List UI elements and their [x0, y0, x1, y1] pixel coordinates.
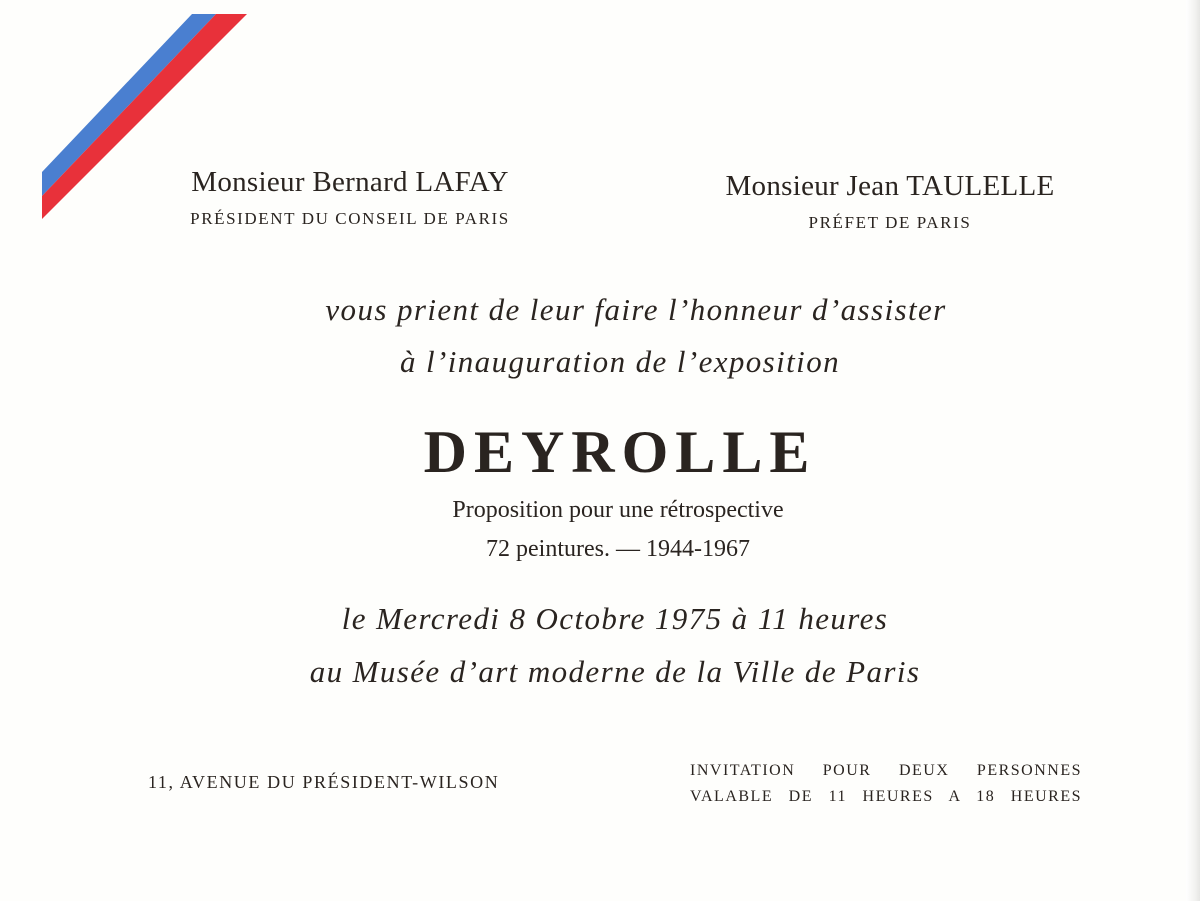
- exhibition-subtitle: Proposition pour une rétrospective: [452, 497, 784, 523]
- invitation-validity-line-1: INVITATION POUR DEUX PERSONNES: [690, 762, 1082, 779]
- host-left-title: PRÉSIDENT DU CONSEIL DE PARIS: [190, 209, 510, 228]
- exhibition-title: DEYROLLE: [423, 419, 817, 485]
- host-right-name: Monsieur Jean TAULELLE: [725, 170, 1055, 202]
- invitation-validity: [690, 758, 1082, 810]
- exhibition-details: 72 peintures. — 1944-1967: [486, 536, 750, 562]
- event-venue-line: au Musée d’art moderne de la Ville de Paris: [309, 654, 921, 689]
- event-date-line: le Mercredi 8 Octobre 1975 à 11 heures: [341, 601, 889, 636]
- host-right: [690, 170, 1090, 233]
- invitation-line-1: vous prient de leur faire l’honneur d’assister: [325, 292, 947, 327]
- venue-address: 11, AVENUE DU PRÉSIDENT-WILSON: [148, 772, 500, 792]
- host-left-name: Monsieur Bernard LAFAY: [191, 166, 509, 198]
- host-right-title: PRÉFET DE PARIS: [808, 213, 972, 232]
- invitation-line-2: à l’inauguration de l’exposition: [399, 344, 840, 379]
- host-left: [150, 166, 550, 229]
- invitation-validity-line-2: VALABLE DE 11 HEURES A 18 HEURES: [690, 788, 1082, 805]
